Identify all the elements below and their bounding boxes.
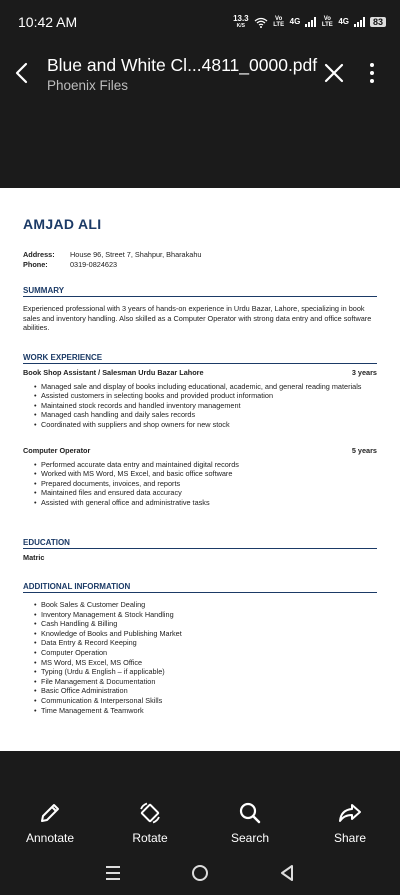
volte-badge-2: Vo LTE (321, 16, 333, 28)
list-item: • Time Management & Teamwork (34, 706, 377, 716)
back-nav-button[interactable] (277, 863, 297, 883)
list-item: • Worked with MS Word, MS Excel, and basic office software (34, 469, 377, 479)
work-experience-divider (23, 363, 377, 364)
job-entry (23, 446, 377, 508)
list-item: • Cash Handling & Billing (34, 619, 377, 629)
system-nav-bar (0, 851, 400, 895)
job-header (23, 446, 377, 456)
search-label: Search (230, 831, 270, 845)
summary-divider (23, 296, 377, 297)
list-item: • Basic Office Administration (34, 686, 377, 696)
signal-type-2: 4G (338, 17, 349, 26)
search-button[interactable] (200, 793, 300, 851)
job-header (23, 368, 377, 378)
job-duties (23, 460, 377, 508)
job-entry (23, 368, 377, 430)
education-value: Matric (23, 553, 45, 562)
pencil-icon (38, 801, 62, 825)
battery-indicator: 83 (370, 17, 386, 27)
list-item: • Managed sale and display of books including educational, academic, and general reading materials (34, 382, 377, 392)
annotate-label: Annotate (25, 831, 75, 845)
resume-name: AMJAD ALI (23, 216, 102, 232)
list-item: • Prepared documents, invoices, and reports (34, 479, 377, 489)
wifi-icon (254, 17, 268, 28)
rotate-label: Rotate (132, 831, 168, 845)
annotate-button[interactable] (0, 793, 100, 851)
phone-value: 0319-0824623 (70, 259, 118, 269)
list-item: • Maintained stock records and handled inventory management (34, 401, 377, 411)
job-duties (23, 382, 377, 430)
list-item: • Inventory Management & Stock Handling (34, 610, 377, 620)
address-value: House 96, Street 7, Shahpur, Bharakahu (70, 250, 202, 259)
document-title: Blue and White Cl...4811_0000.pdf (47, 55, 318, 75)
list-item: • Performed accurate data entry and maintained digital records (34, 460, 377, 470)
status-bar (0, 0, 400, 44)
list-item: • Knowledge of Books and Publishing Market (34, 629, 377, 639)
network-speed: 13.3 K/S (233, 14, 249, 29)
bottom-toolbar (0, 793, 400, 851)
list-item: • File Management & Documentation (34, 677, 377, 687)
list-item: • Computer Operation (34, 648, 377, 658)
list-item: • MS Word, MS Excel, MS Office (34, 658, 377, 668)
job-title: Computer Operator (23, 446, 91, 455)
back-button[interactable] (12, 62, 34, 84)
contact-info (23, 250, 201, 269)
status-icons (233, 15, 386, 29)
search-icon (238, 801, 262, 825)
list-item: • Typing (Urdu & English – if applicable) (34, 667, 377, 677)
list-item: • Communication & Interpersonal Skills (34, 696, 377, 706)
job-duration: 3 years (351, 368, 377, 377)
status-time: 10:42 AM (18, 14, 78, 30)
list-item: • Assisted with general office and administrative tasks (34, 498, 377, 508)
list-item: • Maintained files and ensured data accuracy (34, 488, 377, 498)
share-icon (338, 801, 362, 825)
share-label: Share (333, 831, 367, 845)
education-divider (23, 548, 377, 549)
rotate-button[interactable] (100, 793, 200, 851)
summary-text: Experienced professional with 3 years of hands-on experience in Urdu Bazar, Lahore, specializing in book sales and inventory handling. Also skilled as a Computer Operator with strong data entry and office software abilities. (23, 304, 372, 333)
share-button[interactable] (300, 793, 400, 851)
list-item: • Assisted customers in selecting books and provided product information (34, 391, 377, 401)
more-options-button[interactable] (364, 61, 380, 85)
signal-type-1: 4G (289, 17, 301, 26)
list-item: • Data Entry & Record Keeping (34, 638, 377, 648)
phone-label: Phone: (23, 259, 48, 269)
rotate-icon (138, 801, 162, 825)
close-button[interactable] (323, 62, 345, 84)
app-header (0, 44, 400, 188)
list-item: • Book Sales & Customer Dealing (34, 600, 377, 610)
additional-info-divider (23, 592, 377, 593)
home-button[interactable] (190, 863, 210, 883)
summary-heading: SUMMARY (23, 286, 65, 295)
additional-info-heading: ADDITIONAL INFORMATION (23, 582, 131, 591)
recent-apps-button[interactable] (103, 863, 123, 883)
signal-bars-2-icon (354, 17, 365, 27)
education-heading: EDUCATION (23, 538, 70, 547)
list-item: • Coordinated with suppliers and shop owners for new stock (34, 420, 377, 430)
additional-info-list (23, 600, 377, 715)
address-row (23, 250, 201, 260)
pdf-page[interactable] (0, 188, 400, 751)
job-title: Book Shop Assistant / Salesman Urdu Bazar Lahore (23, 368, 204, 377)
address-label: Address: (23, 250, 55, 259)
job-duration: 5 years (351, 446, 377, 455)
phone-row (23, 260, 201, 270)
list-item: • Managed cash handling and daily sales records (34, 410, 377, 420)
work-experience-heading: WORK EXPERIENCE (23, 353, 103, 362)
signal-bars-1-icon (305, 17, 316, 27)
document-source: Phoenix Files (47, 78, 129, 93)
volte-badge-1: Vo LTE (273, 16, 285, 28)
